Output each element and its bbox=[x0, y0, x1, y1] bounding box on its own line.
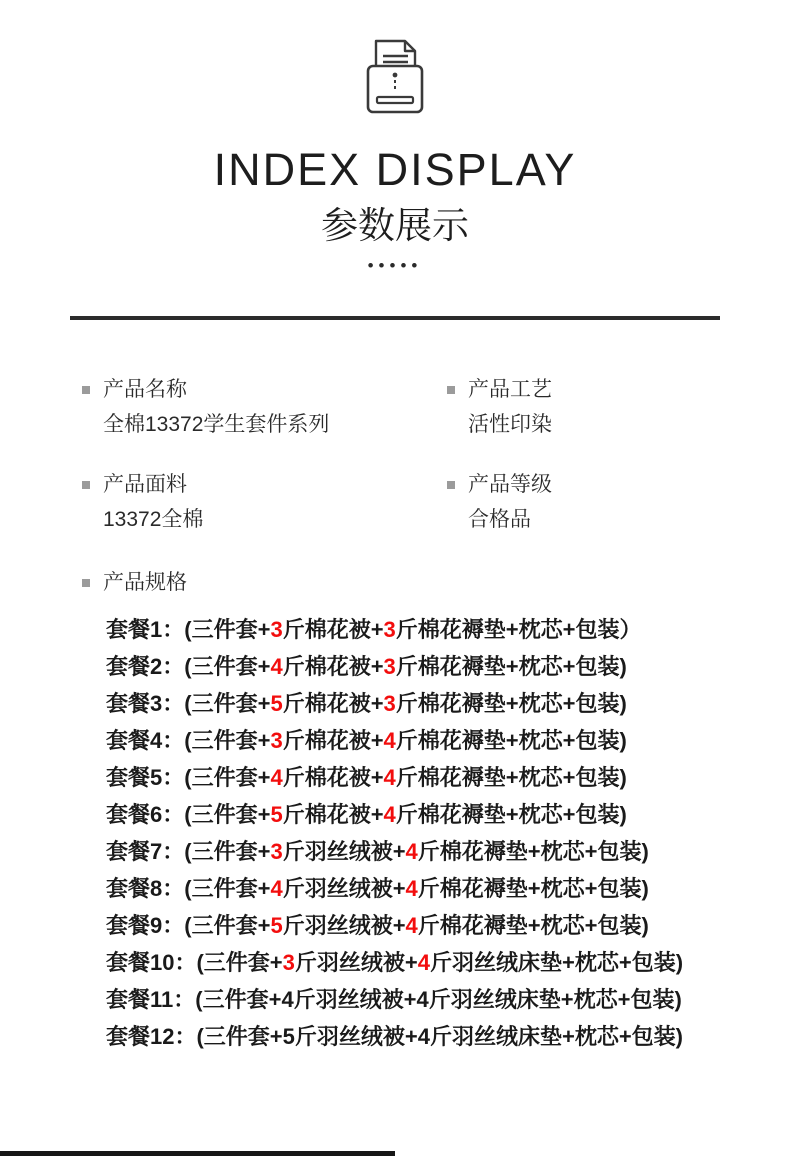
package-desc bbox=[184, 691, 627, 716]
spec-label-row bbox=[82, 473, 447, 497]
square-bullet-icon bbox=[82, 386, 90, 394]
package-desc bbox=[184, 654, 627, 679]
package-line bbox=[106, 759, 790, 796]
weight-number: 4 bbox=[383, 727, 396, 753]
package-line bbox=[106, 944, 790, 981]
spec-label-row bbox=[82, 571, 790, 595]
package-text: 斤棉花被+ bbox=[282, 727, 384, 753]
section-title-zh: 参数展示 bbox=[321, 205, 469, 246]
package-line bbox=[106, 611, 790, 648]
spec-label: 产品等级 bbox=[468, 473, 552, 497]
package-label: 套餐10： bbox=[106, 949, 197, 975]
weight-number: 3 bbox=[282, 949, 295, 975]
package-text: (三件套+ bbox=[184, 653, 271, 679]
weight-number: 4 bbox=[270, 653, 283, 679]
weight-number: 4 bbox=[383, 764, 396, 790]
package-text: 斤棉花被+ bbox=[282, 616, 384, 642]
header-icon-wrap bbox=[0, 0, 790, 121]
weight-number: 5 bbox=[270, 801, 283, 827]
package-desc bbox=[184, 802, 627, 827]
weight-number: 4 bbox=[405, 912, 418, 938]
package-text: 斤棉花褥垫+枕芯+包装) bbox=[395, 727, 627, 753]
weight-number: 4 bbox=[383, 801, 396, 827]
weight-number: 4 bbox=[270, 764, 283, 790]
package-label: 套餐1： bbox=[106, 616, 185, 642]
package-text: 斤羽丝绒被+ bbox=[294, 949, 418, 975]
spec-value: 全棉13372学生套件系列 bbox=[103, 413, 330, 437]
package-text: (三件套+ bbox=[184, 764, 271, 790]
package-text: (三件套+ bbox=[184, 912, 271, 938]
package-label: 套餐6： bbox=[106, 801, 185, 827]
package-text: (三件套+ bbox=[184, 727, 271, 753]
package-text: (三件套+ bbox=[184, 838, 271, 864]
spec-label: 产品名称 bbox=[103, 378, 187, 401]
package-desc bbox=[184, 728, 627, 753]
weight-number: 3 bbox=[383, 690, 396, 716]
spec-value: 活性印染 bbox=[468, 413, 552, 437]
package-line bbox=[106, 722, 790, 759]
section-title-en: INDEX DISPLAY bbox=[213, 144, 577, 195]
spec-label-row bbox=[447, 473, 790, 497]
package-line bbox=[106, 907, 790, 944]
spec-label-row bbox=[82, 378, 447, 402]
package-text: 斤棉花褥垫+枕芯+包装) bbox=[417, 875, 649, 901]
package-text: (三件套+4斤羽丝绒被+4斤羽丝绒床垫+枕芯+包装) bbox=[195, 986, 682, 1012]
package-text: 斤羽丝绒床垫+枕芯+包装) bbox=[430, 949, 684, 975]
package-desc bbox=[196, 1024, 683, 1049]
square-bullet-icon bbox=[447, 481, 455, 489]
weight-number: 5 bbox=[270, 690, 283, 716]
package-text: 斤棉花褥垫+枕芯+包装) bbox=[417, 838, 649, 864]
spec-item-product-fabric bbox=[82, 473, 447, 532]
package-desc bbox=[184, 765, 627, 790]
weight-number: 5 bbox=[270, 912, 283, 938]
package-line bbox=[106, 1018, 790, 1055]
weight-number: 4 bbox=[417, 949, 431, 975]
square-bullet-icon bbox=[82, 579, 90, 587]
package-desc bbox=[184, 913, 649, 938]
weight-number: 4 bbox=[405, 875, 418, 901]
package-label: 套餐9： bbox=[106, 912, 185, 938]
package-text: 斤棉花褥垫+枕芯+包装) bbox=[395, 801, 627, 827]
spec-item-product-grade bbox=[447, 473, 790, 532]
package-text: 斤棉花褥垫+枕芯+包装) bbox=[395, 764, 627, 790]
package-label: 套餐7： bbox=[106, 838, 185, 864]
spec-section-label: 产品规格 bbox=[103, 570, 187, 594]
package-desc bbox=[184, 617, 641, 642]
spec-value: 合格品 bbox=[468, 508, 531, 532]
package-desc bbox=[184, 876, 649, 901]
package-text: 斤棉花被+ bbox=[282, 690, 384, 716]
package-text: (三件套+ bbox=[184, 801, 271, 827]
spec-label: 产品工艺 bbox=[468, 378, 552, 401]
package-line bbox=[106, 981, 790, 1018]
weight-number: 3 bbox=[270, 616, 283, 642]
package-text: (三件套+ bbox=[184, 875, 271, 901]
package-desc bbox=[184, 839, 649, 864]
spec-section-specifications bbox=[0, 569, 790, 1055]
spec-grid bbox=[0, 320, 790, 569]
package-label: 套餐12： bbox=[106, 1023, 197, 1049]
weight-number: 4 bbox=[270, 875, 283, 901]
spec-label-row bbox=[447, 378, 790, 402]
weight-number: 3 bbox=[270, 838, 283, 864]
package-text: (三件套+5斤羽丝绒被+4斤羽丝绒床垫+枕芯+包装) bbox=[196, 1023, 683, 1049]
package-label: 套餐4： bbox=[106, 727, 185, 753]
square-bullet-icon bbox=[447, 386, 455, 394]
weight-number: 3 bbox=[383, 653, 396, 679]
decorative-dots: ••••• bbox=[367, 256, 423, 275]
package-line bbox=[106, 685, 790, 722]
package-text: 斤羽丝绒被+ bbox=[282, 838, 406, 864]
package-text: 斤棉花褥垫+枕芯+包装) bbox=[395, 653, 627, 679]
package-line bbox=[106, 796, 790, 833]
spec-item-product-name bbox=[82, 378, 447, 437]
next-section-edge bbox=[0, 1151, 395, 1156]
spec-label: 产品面料 bbox=[103, 473, 187, 497]
package-label: 套餐3： bbox=[106, 690, 185, 716]
weight-number: 3 bbox=[270, 727, 283, 753]
package-label: 套餐2： bbox=[106, 653, 185, 679]
package-label: 套餐8： bbox=[106, 875, 185, 901]
package-text: 斤棉花被+ bbox=[282, 801, 384, 827]
printer-document-icon bbox=[362, 36, 428, 121]
spec-value: 13372全棉 bbox=[103, 508, 204, 532]
package-text: (三件套+ bbox=[196, 949, 283, 975]
package-desc bbox=[195, 987, 682, 1012]
weight-number: 3 bbox=[383, 616, 396, 642]
package-line bbox=[106, 648, 790, 685]
package-text: 斤棉花褥垫+枕芯+包装) bbox=[417, 912, 649, 938]
package-text: (三件套+ bbox=[184, 616, 271, 642]
package-line bbox=[106, 833, 790, 870]
package-text: 斤棉花被+ bbox=[282, 764, 384, 790]
package-text: 斤棉花褥垫+枕芯+包装) bbox=[395, 690, 627, 716]
package-line bbox=[106, 870, 790, 907]
package-text: 斤棉花被+ bbox=[282, 653, 384, 679]
package-desc bbox=[196, 950, 683, 975]
package-text: 斤羽丝绒被+ bbox=[282, 912, 406, 938]
package-text: 斤棉花褥垫+枕芯+包装） bbox=[395, 616, 642, 642]
package-label: 套餐5： bbox=[106, 764, 185, 790]
package-list bbox=[82, 595, 790, 1055]
package-text: 斤羽丝绒被+ bbox=[282, 875, 406, 901]
square-bullet-icon bbox=[82, 481, 90, 489]
spec-item-product-craft bbox=[447, 378, 790, 437]
package-label: 套餐11： bbox=[106, 986, 196, 1012]
weight-number: 4 bbox=[405, 838, 418, 864]
package-text: (三件套+ bbox=[184, 690, 271, 716]
